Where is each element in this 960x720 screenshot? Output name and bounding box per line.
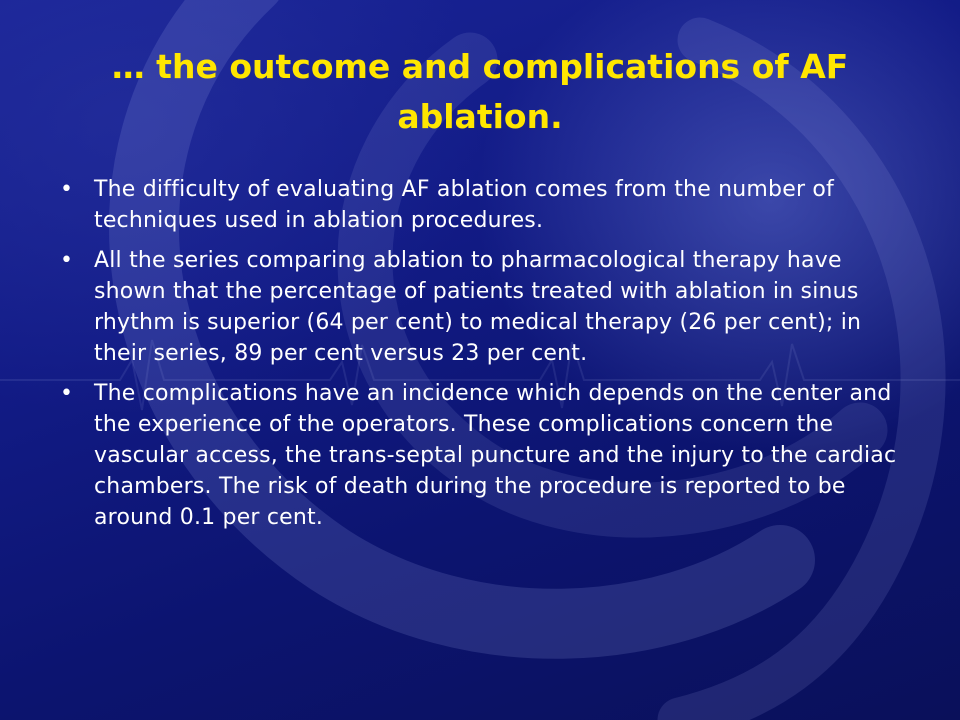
slide-title: … the outcome and complications of AF ablation. bbox=[111, 47, 849, 136]
bullet-text: The complications have an incidence which depends on the center and the experience of the operators. These complications concern the vascular access, the trans-septal puncture and the injury to the cardiac chambers. The risk of death during the procedure is reported to be around 0.1 per cent. bbox=[94, 381, 897, 530]
bullet-item bbox=[58, 378, 908, 533]
bullet-text: All the series comparing ablation to pharmacological therapy have shown that the percentage of patients treated with ablation in sinus rhythm is superior (64 per cent) to medical therapy (26 per cent); in their series, 89 per cent versus 23 per cent. bbox=[94, 248, 862, 366]
bullet-list bbox=[58, 174, 908, 542]
bullet-marker: • bbox=[60, 381, 73, 406]
bullet-marker: • bbox=[60, 177, 73, 202]
bullet-marker: • bbox=[60, 248, 73, 273]
bullet-item bbox=[58, 174, 908, 236]
bullet-item bbox=[58, 245, 908, 369]
bullet-text: The difficulty of evaluating AF ablation comes from the number of techniques used in ablation procedures. bbox=[94, 177, 834, 233]
